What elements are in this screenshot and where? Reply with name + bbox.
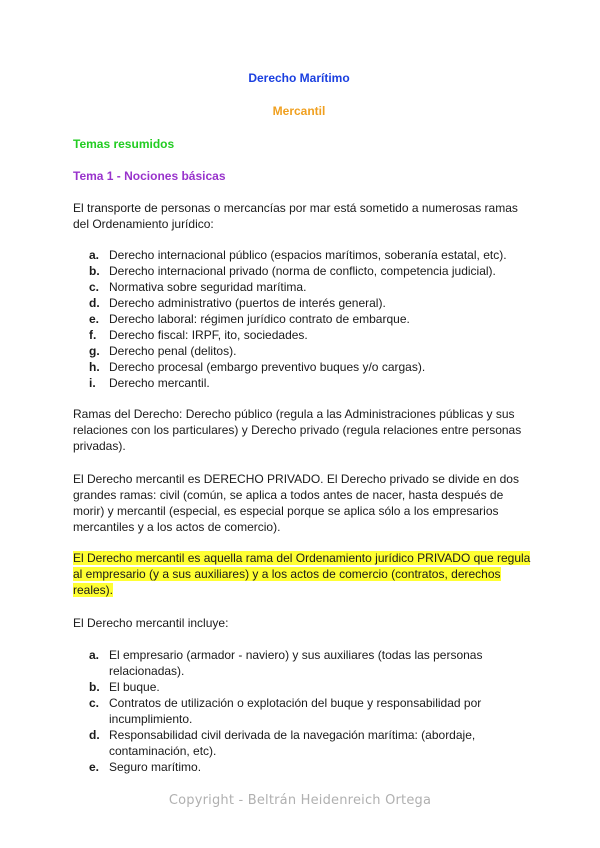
topic-heading: Tema 1 - Nociones básicas [73, 169, 226, 183]
includes-list [73, 647, 533, 775]
branches-list [73, 247, 533, 391]
list-item [73, 695, 533, 727]
intro-paragraph: El transporte de personas o mercancías por mar está sometido a numerosas ramas del Ordenamiento jurídico: [73, 201, 518, 231]
list-item [73, 263, 533, 279]
list-marker: d. [89, 296, 100, 310]
list-item-text: Derecho internacional público (espacios marítimos, soberanía estatal, etc). [109, 248, 507, 262]
list-item-text: Derecho procesal (embargo preventivo buques y/o cargas). [109, 360, 426, 374]
list-item [73, 279, 533, 295]
list-marker: a. [89, 248, 100, 262]
list-item [73, 343, 533, 359]
document-subtitle: Mercantil [272, 104, 326, 118]
list-marker: f. [89, 328, 97, 342]
list-marker: a. [89, 648, 100, 662]
includes-intro: El Derecho mercantil incluye: [73, 616, 229, 630]
mercantil-paragraph: El Derecho mercantil es DERECHO PRIVADO. El Derecho privado se divide en dos grandes ramas: civil (común, se aplica a todos antes de nacer, hasta después de morir) y mercantil (especial, es especial porque se aplica sólo a los empresarios mercantiles y a los actos de comercio). [73, 472, 519, 534]
section-heading: Temas resumidos [73, 137, 175, 151]
list-item-text: Derecho mercantil. [109, 376, 210, 390]
list-item [73, 311, 533, 327]
list-item-text: Contratos de utilización o explotación del buque y responsabilidad por incumplimiento. [109, 696, 482, 726]
list-marker: e. [89, 760, 100, 774]
list-item [73, 295, 533, 311]
list-marker: b. [89, 680, 100, 694]
list-item [73, 247, 533, 263]
list-item-text: Derecho fiscal: IRPF, ito, sociedades. [109, 328, 308, 342]
list-item-text: Derecho laboral: régimen jurídico contrato de embarque. [109, 312, 410, 326]
list-item [73, 759, 533, 775]
list-marker: c. [89, 280, 100, 294]
list-marker: b. [89, 264, 100, 278]
list-marker: g. [89, 344, 100, 358]
list-item-text: Derecho internacional privado (norma de conflicto, competencia judicial). [109, 264, 496, 278]
highlighted-definition-paragraph [73, 550, 533, 598]
list-item-text: Seguro marítimo. [109, 760, 202, 774]
list-item [73, 727, 533, 759]
list-item-text: Derecho administrativo (puertos de interés general). [109, 296, 386, 310]
list-item-text: El buque. [109, 680, 160, 694]
list-item-text: El empresario (armador - naviero) y sus auxiliares (todas las personas relacionadas). [109, 648, 483, 678]
list-marker: e. [89, 312, 100, 326]
list-item-text: Derecho penal (delitos). [109, 344, 237, 358]
copyright-footer: Copyright - Beltrán Heidenreich Ortega [168, 793, 432, 808]
list-item-text: Normativa sobre seguridad marítima. [109, 280, 307, 294]
list-item [73, 647, 533, 679]
highlighted-definition: El Derecho mercantil es aquella rama del Ordenamiento jurídico PRIVADO que regula al empresario (y a sus auxiliares) y a los actos de comercio (contratos, derechos reales). [73, 551, 531, 597]
list-marker: d. [89, 728, 100, 742]
list-item [73, 327, 533, 343]
list-marker: i. [89, 376, 96, 390]
list-item [73, 375, 533, 391]
ramas-paragraph: Ramas del Derecho: Derecho público (regula a las Administraciones públicas y sus relaciones con los particulares) y Derecho privado (regula relaciones entre personas privadas). [73, 407, 522, 453]
list-item [73, 679, 533, 695]
list-item-text: Responsabilidad civil derivada de la navegación marítima: (abordaje, contaminación, etc). [109, 728, 476, 758]
list-item [73, 359, 533, 375]
list-marker: h. [89, 360, 100, 374]
list-marker: c. [89, 696, 100, 710]
document-title: Derecho Marítimo [248, 71, 350, 85]
